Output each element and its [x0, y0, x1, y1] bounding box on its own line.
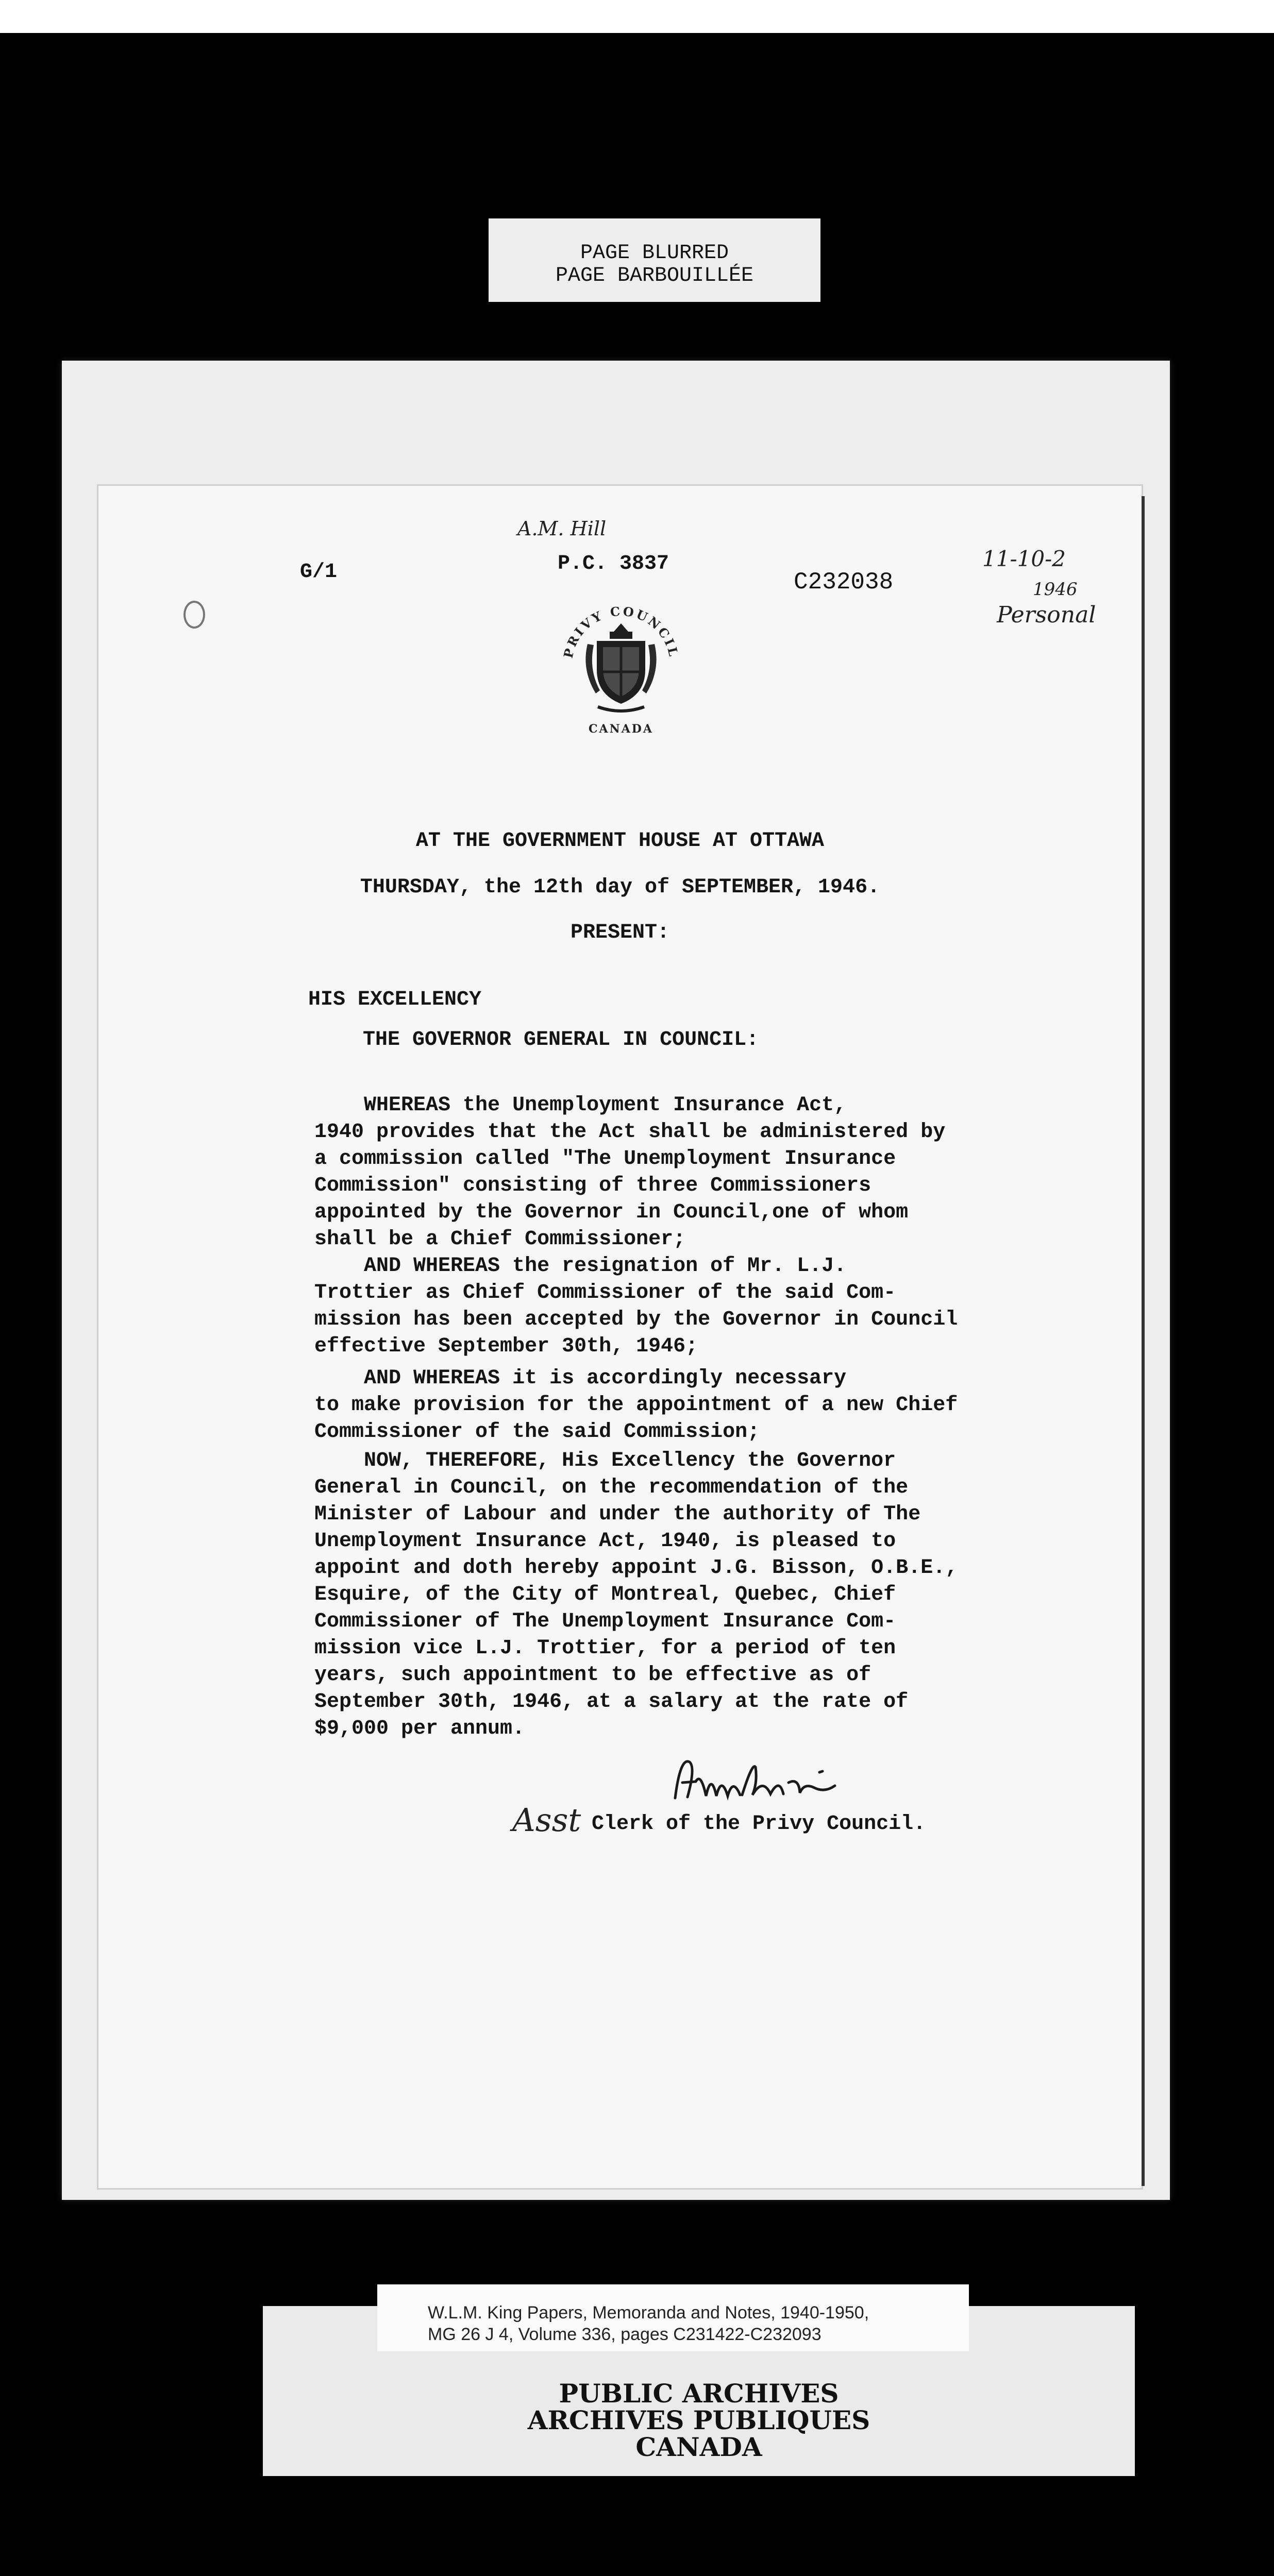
presence-line-2: THE GOVERNOR GENERAL IN COUNCIL:	[363, 1028, 759, 1052]
presence-line-1: HIS EXCELLENCY	[308, 988, 482, 1011]
archive-reference-line-2: MG 26 J 4, Volume 336, pages C231422-C232093	[428, 2325, 822, 2344]
coat-of-arms-icon	[585, 623, 656, 711]
paragraph-line: NOW, THEREFORE, His Excellency the Governor	[314, 1449, 896, 1472]
paragraph-line: WHEREAS the Unemployment Insurance Act,	[314, 1094, 847, 1117]
blur-notice-fr: PAGE BARBOUILLÉE	[555, 264, 754, 287]
paragraph-line: Esquire, of the City of Montreal, Quebec, Chief	[314, 1583, 896, 1606]
paragraph-line: a commission called "The Unemployment Insurance	[314, 1147, 896, 1171]
blur-notice-label	[489, 218, 820, 302]
paragraph-line: to make provision for the appointment of a new Chief	[314, 1394, 958, 1417]
paragraph-line: September 30th, 1946, at a salary at the rate of	[314, 1690, 909, 1714]
handwritten-personal-note: Personal	[997, 602, 1096, 628]
privy-council-seal	[557, 587, 685, 737]
paragraph-line: $9,000 per annum.	[314, 1717, 525, 1740]
document-number: C232038	[794, 569, 894, 596]
present-heading: PRESENT:	[570, 921, 670, 944]
paragraph-now-therefore	[314, 1448, 958, 1742]
paragraph-whereas-necessary	[314, 1365, 958, 1446]
archive-stamp-line-3: CANADA	[635, 2432, 762, 2462]
binder-hole-icon	[183, 601, 205, 629]
paragraph-line: AND WHEREAS the resignation of Mr. L.J.	[314, 1255, 847, 1278]
meeting-date: THURSDAY, the 12th day of SEPTEMBER, 1946.	[360, 876, 880, 899]
paragraph-line: Minister of Labour and under the authority of The	[314, 1503, 921, 1526]
paragraph-whereas-act	[314, 1092, 945, 1253]
signature-title: Clerk of the Privy Council.	[592, 1812, 926, 1836]
file-reference: G/1	[300, 561, 338, 584]
paragraph-line: effective September 30th, 1946;	[314, 1335, 698, 1358]
paragraph-whereas-resignation	[314, 1253, 958, 1360]
archive-stamp-line-1: PUBLIC ARCHIVES	[559, 2378, 839, 2409]
paragraph-line: AND WHEREAS it is accordingly necessary	[314, 1367, 847, 1390]
seal-top-text: PRIVY COUNCIL	[560, 603, 682, 660]
archive-reference-line-1: W.L.M. King Papers, Memoranda and Notes, 1940-1950,	[428, 2303, 869, 2323]
paragraph-line: Commissioner of the said Commission;	[314, 1420, 760, 1444]
order-in-council-number: P.C. 3837	[558, 552, 669, 575]
paragraph-line: Unemployment Insurance Act, 1940, is pleased to	[314, 1530, 896, 1553]
signature-prefix: Asst	[512, 1801, 581, 1839]
paragraph-line: General in Council, on the recommendation of the	[314, 1476, 909, 1499]
paragraph-line: 1940 provides that the Act shall be administered by	[314, 1121, 946, 1144]
paragraph-line: appointed by the Governor in Council,one of whom	[314, 1201, 909, 1224]
clerk-signature	[665, 1752, 861, 1808]
seal-bottom-text: CANADA	[589, 722, 653, 736]
blur-notice-en: PAGE BLURRED	[580, 242, 729, 265]
paragraph-line: Trottier as Chief Commissioner of the said Com-	[314, 1281, 896, 1304]
archive-reference-label	[377, 2284, 969, 2351]
paragraph-line: mission has been accepted by the Governor in Council	[314, 1308, 958, 1331]
handwritten-name: A.M. Hill	[517, 517, 607, 540]
archive-stamp	[263, 2380, 1135, 2461]
top-margin-strip	[0, 0, 1274, 33]
paragraph-line: years, such appointment to be effective as of	[314, 1664, 871, 1687]
paragraph-line: mission vice L.J. Trottier, for a period of ten	[314, 1637, 896, 1660]
handwritten-year: 1946	[1033, 579, 1078, 600]
archive-stamp-line-2: ARCHIVES PUBLIQUES	[527, 2405, 870, 2435]
paragraph-line: Commissioner of The Unemployment Insurance Com-	[314, 1610, 896, 1633]
paragraph-line: Commission" consisting of three Commissioners	[314, 1174, 871, 1197]
paragraph-line: appoint and doth hereby appoint J.G. Bisson, O.B.E.,	[314, 1556, 958, 1580]
handwritten-file-code: 11-10-2	[982, 546, 1066, 571]
paragraph-line: shall be a Chief Commissioner;	[314, 1228, 686, 1251]
meeting-location: AT THE GOVERNMENT HOUSE AT OTTAWA	[415, 829, 825, 853]
